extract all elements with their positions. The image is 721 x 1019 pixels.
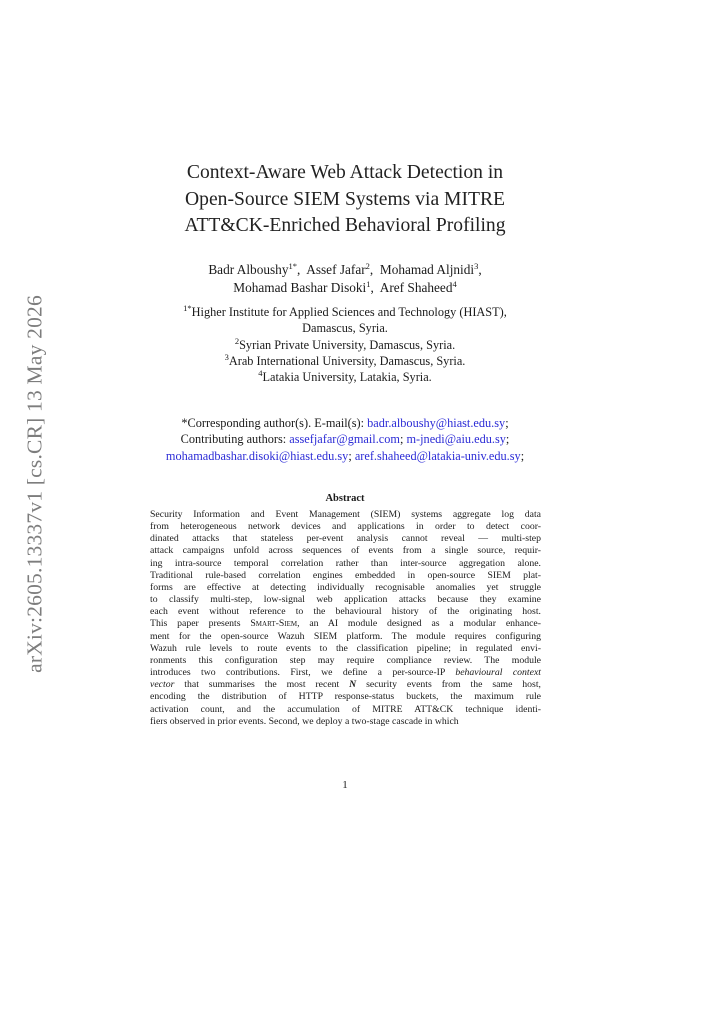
- author-line-2: [120, 279, 570, 297]
- affiliation-mark: 4: [258, 368, 263, 379]
- affiliation: [120, 353, 570, 369]
- email-link[interactable]: badr.alboushy@hiast.edu.sy: [367, 416, 506, 430]
- abstract-line: forms are effective at detecting individually recognisable anomalies yet struggle: [150, 581, 541, 593]
- author-separator: ,: [370, 280, 380, 295]
- email-link[interactable]: m-jnedi@aiu.edu.sy: [406, 432, 506, 447]
- abstract-emphasis: behavioural context: [455, 667, 541, 679]
- abstract-emphasis: vector: [150, 679, 175, 691]
- abstract-line: from heterogeneous network devices and applications in order to detect coor-: [150, 521, 541, 533]
- affiliation: [120, 320, 570, 336]
- abstract-line: ment for the open-source Wazuh SIEM platform. The module requires configuring: [150, 630, 541, 642]
- email-link[interactable]: mohamadbashar.disoki@hiast.edu.sy: [165, 448, 349, 463]
- affiliation-mark: 1*: [183, 303, 192, 313]
- abstract-line: ronments this configuration step may require compliance review. The module: [150, 654, 541, 666]
- author-separator: ,: [478, 262, 482, 277]
- author-affiliation-mark: 1: [366, 279, 371, 289]
- author-name: Mohamad Aljnidi: [379, 262, 475, 277]
- affiliation-text: Latakia University, Latakia, Syria.: [262, 370, 432, 385]
- author-affiliation-mark: 4: [452, 279, 457, 289]
- author-list: [120, 261, 570, 297]
- contact-block: [100, 415, 590, 464]
- contributing-label: Contributing authors:: [180, 432, 287, 447]
- abstract-line: fiers observed in prior events. Second, we deploy a two-stage cascade in which: [150, 715, 459, 727]
- author-name: Badr Alboushy: [208, 262, 289, 277]
- abstract-line: encoding the distribution of HTTP response-status buckets, the maximum rule: [150, 691, 541, 703]
- email-separator: ;: [348, 448, 352, 463]
- affiliation-list: [120, 304, 570, 385]
- author-name: Mohamad Bashar Disoki: [233, 280, 367, 295]
- author-name: Aref Shaheed: [379, 280, 453, 295]
- title-line-3: ATT&CK-Enriched Behavioral Profiling: [184, 215, 506, 236]
- affiliation-text: Damascus, Syria.: [302, 321, 388, 336]
- abstract-line: each event without reference to the behavioural history of the originating host.: [150, 606, 541, 618]
- abstract-line: to classify multi-step, low-signal web application attacks because they examine: [150, 594, 541, 606]
- corresponding-label: *Corresponding author(s). E-mail(s):: [181, 416, 365, 430]
- abstract-line: This paper presents Smart-Siem, an AI module designed as a modular enhance-: [150, 618, 542, 630]
- affiliation: [120, 369, 570, 385]
- corresponding-author-line: [100, 415, 590, 431]
- contributing-authors-line-2: [100, 448, 590, 464]
- email-separator: ;: [399, 432, 404, 447]
- abstract-line: activation count, and the accumulation of MITRE ATT&CK technique identi-: [150, 703, 541, 715]
- affiliation-mark: 2: [234, 335, 240, 346]
- author-line-1: [120, 261, 570, 279]
- abstract-line: vector that summarises the most recent N security events from the same host,: [150, 679, 541, 691]
- affiliation-text: Higher Institute for Applied Sciences and Technology (HIAST),: [191, 305, 507, 319]
- affiliation-text: Syrian Private University, Damascus, Syria.: [239, 337, 456, 352]
- arxiv-identifier: arXiv:2605.13337v1 [cs.CR] 13 May 2026: [22, 295, 47, 673]
- author-name: Assef Jafar: [306, 262, 366, 277]
- email-separator: ;: [505, 432, 510, 447]
- author-separator: ,: [369, 262, 380, 277]
- abstract-heading: Abstract: [325, 493, 365, 504]
- abstract-line: introduces two contributions. First, we define a per-source-IP behavioural context: [150, 667, 541, 679]
- abstract-line: ing intra-source temporal correlation rather than inter-source aggregation alone.: [150, 557, 541, 569]
- page-number: 1: [342, 779, 348, 791]
- email-link[interactable]: aref.shaheed@latakia-univ.edu.sy: [354, 448, 521, 463]
- abstract-line: dinated attacks that stateless per-event analysis cannot reveal — multi-step: [150, 533, 541, 545]
- affiliation: [120, 304, 570, 320]
- abstract-line: Wazuh rule levels to route events to the classification pipeline; in regulated envi-: [150, 642, 541, 654]
- email-separator: ;: [520, 448, 525, 463]
- contributing-authors-line: [100, 431, 590, 447]
- paper-title: [120, 160, 570, 240]
- abstract-line: Traditional rule-based correlation engines embedded in open-source SIEM plat-: [150, 569, 541, 581]
- affiliation: [120, 337, 570, 353]
- abstract-emphasis: N: [349, 679, 357, 691]
- email-separator: ;: [505, 416, 509, 430]
- abstract-emphasis: Smart-Siem: [250, 618, 298, 630]
- author-affiliation-mark: 3: [474, 261, 479, 271]
- title-line-1: Context-Aware Web Attack Detection in: [186, 162, 504, 183]
- title-line-2: Open-Source SIEM Systems via MITRE: [185, 188, 505, 210]
- abstract-line: Security Information and Event Management (SIEM) systems aggregate log data: [150, 509, 541, 520]
- author-separator: ,: [296, 262, 307, 277]
- arxiv-sidebar: [21, 296, 49, 672]
- abstract-body: [150, 509, 541, 728]
- affiliation-text: Arab International University, Damascus, Syria.: [228, 353, 466, 368]
- abstract-line: attack campaigns unfold across sequences of events from a single source, requir-: [150, 545, 541, 557]
- author-affiliation-mark: 2: [365, 261, 370, 271]
- affiliation-mark: 3: [224, 351, 229, 362]
- author-affiliation-mark: 1*: [288, 261, 297, 271]
- email-link[interactable]: assefjafar@gmail.com: [289, 432, 400, 447]
